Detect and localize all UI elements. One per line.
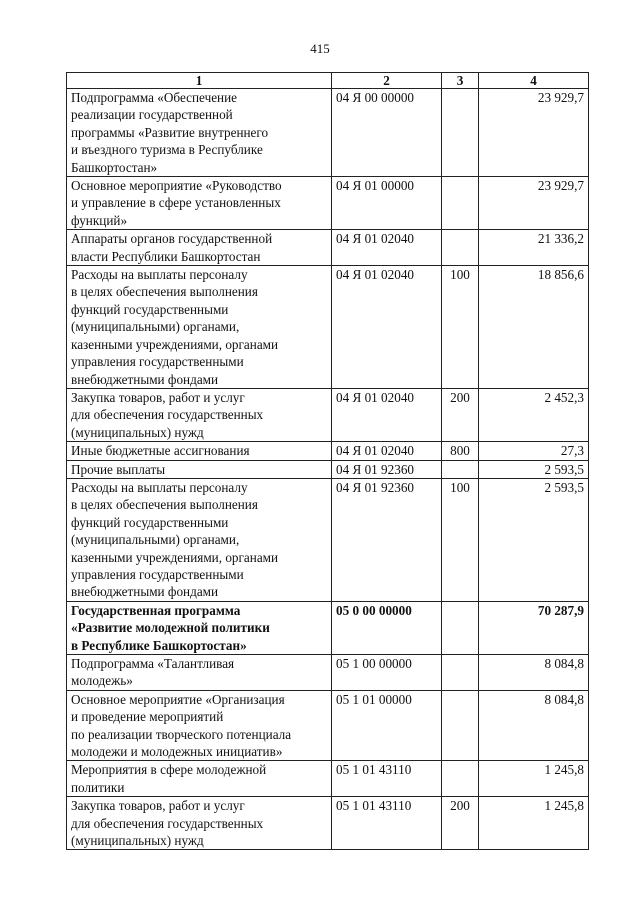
- row-amount-cell: 1 245,8: [479, 761, 589, 797]
- table-row: [67, 761, 589, 797]
- row-amount-cell: 8 084,8: [479, 690, 589, 761]
- row-amount-cell: 21 336,2: [479, 230, 589, 266]
- page-number: 415: [310, 41, 330, 56]
- row-expense-type-cell: [442, 177, 479, 230]
- table-row: [67, 655, 589, 691]
- budget-table: [66, 72, 589, 850]
- row-code-cell: 04 Я 01 00000: [332, 177, 442, 230]
- row-amount-cell: 2 593,5: [479, 460, 589, 478]
- row-name-cell: Подпрограмма «Обеспечение реализации государственной программы «Развитие внутреннего и въездного туризма в Республике Башкортостан»: [67, 89, 332, 177]
- row-name-cell: Мероприятия в сфере молодежной политики: [67, 761, 332, 797]
- row-expense-type-cell: 200: [442, 388, 479, 441]
- row-code-cell: 05 1 01 43110: [332, 797, 442, 850]
- row-code-cell: 05 1 01 43110: [332, 761, 442, 797]
- row-expense-type-cell: [442, 89, 479, 177]
- row-code-cell: 04 Я 01 02040: [332, 230, 442, 266]
- row-expense-type-cell: 800: [442, 442, 479, 460]
- row-expense-type-cell: [442, 460, 479, 478]
- row-amount-cell: 1 245,8: [479, 797, 589, 850]
- table-row: [67, 690, 589, 761]
- table-row: [67, 177, 589, 230]
- row-expense-type-cell: 100: [442, 266, 479, 389]
- row-amount-cell: 27,3: [479, 442, 589, 460]
- row-expense-type-cell: [442, 761, 479, 797]
- row-expense-type-cell: [442, 601, 479, 654]
- row-name-cell: Прочие выплаты: [67, 460, 332, 478]
- row-name-cell: Иные бюджетные ассигнования: [67, 442, 332, 460]
- row-amount-cell: 18 856,6: [479, 266, 589, 389]
- row-name-cell: Основное мероприятие «Организация и проведение мероприятий по реализации творческого потенциала молодежи и молодежных инициатив»: [67, 690, 332, 761]
- row-amount-cell: 23 929,7: [479, 89, 589, 177]
- row-expense-type-cell: 100: [442, 478, 479, 601]
- table-row: [67, 442, 589, 460]
- row-amount-cell: 2 593,5: [479, 478, 589, 601]
- column-header-4: 4: [479, 73, 589, 89]
- table-body: [67, 89, 589, 850]
- row-code-cell: 04 Я 01 02040: [332, 442, 442, 460]
- row-name-cell: Подпрограмма «Талантливая молодежь»: [67, 655, 332, 691]
- table-row: [67, 460, 589, 478]
- row-amount-cell: 8 084,8: [479, 655, 589, 691]
- row-amount-cell: 70 287,9: [479, 601, 589, 654]
- row-name-cell: Аппараты органов государственной власти Республики Башкортостан: [67, 230, 332, 266]
- row-code-cell: 04 Я 01 92360: [332, 478, 442, 601]
- table-header-row: [67, 73, 589, 89]
- row-code-cell: 05 0 00 00000: [332, 601, 442, 654]
- row-name-cell: Государственная программа «Развитие молодежной политики в Республике Башкортостан»: [67, 601, 332, 654]
- row-name-cell: Расходы на выплаты персоналу в целях обеспечения выполнения функций государственными (муниципальными) органами, казенными учреждениями, органами управления государственными внебюджетными фондами: [67, 478, 332, 601]
- row-expense-type-cell: [442, 655, 479, 691]
- table-row: [67, 230, 589, 266]
- table-row: [67, 478, 589, 601]
- row-code-cell: 04 Я 01 02040: [332, 388, 442, 441]
- row-expense-type-cell: [442, 230, 479, 266]
- row-expense-type-cell: 200: [442, 797, 479, 850]
- column-header-3: 3: [442, 73, 479, 89]
- row-code-cell: 05 1 01 00000: [332, 690, 442, 761]
- row-amount-cell: 23 929,7: [479, 177, 589, 230]
- row-code-cell: 04 Я 00 00000: [332, 89, 442, 177]
- row-expense-type-cell: [442, 690, 479, 761]
- column-header-1: 1: [67, 73, 332, 89]
- table-row: [67, 601, 589, 654]
- table-row: [67, 266, 589, 389]
- row-code-cell: 05 1 00 00000: [332, 655, 442, 691]
- row-code-cell: 04 Я 01 92360: [332, 460, 442, 478]
- table-row: [67, 388, 589, 441]
- row-name-cell: Основное мероприятие «Руководство и управление в сфере установленных функций»: [67, 177, 332, 230]
- table-row: [67, 797, 589, 850]
- row-name-cell: Закупка товаров, работ и услуг для обеспечения государственных (муниципальных) нужд: [67, 388, 332, 441]
- row-code-cell: 04 Я 01 02040: [332, 266, 442, 389]
- column-header-2: 2: [332, 73, 442, 89]
- row-name-cell: Закупка товаров, работ и услуг для обеспечения государственных (муниципальных) нужд: [67, 797, 332, 850]
- row-name-cell: Расходы на выплаты персоналу в целях обеспечения выполнения функций государственными (муниципальными) органами, казенными учреждениями, органами управления государственными внебюджетными фондами: [67, 266, 332, 389]
- row-amount-cell: 2 452,3: [479, 388, 589, 441]
- table-row: [67, 89, 589, 177]
